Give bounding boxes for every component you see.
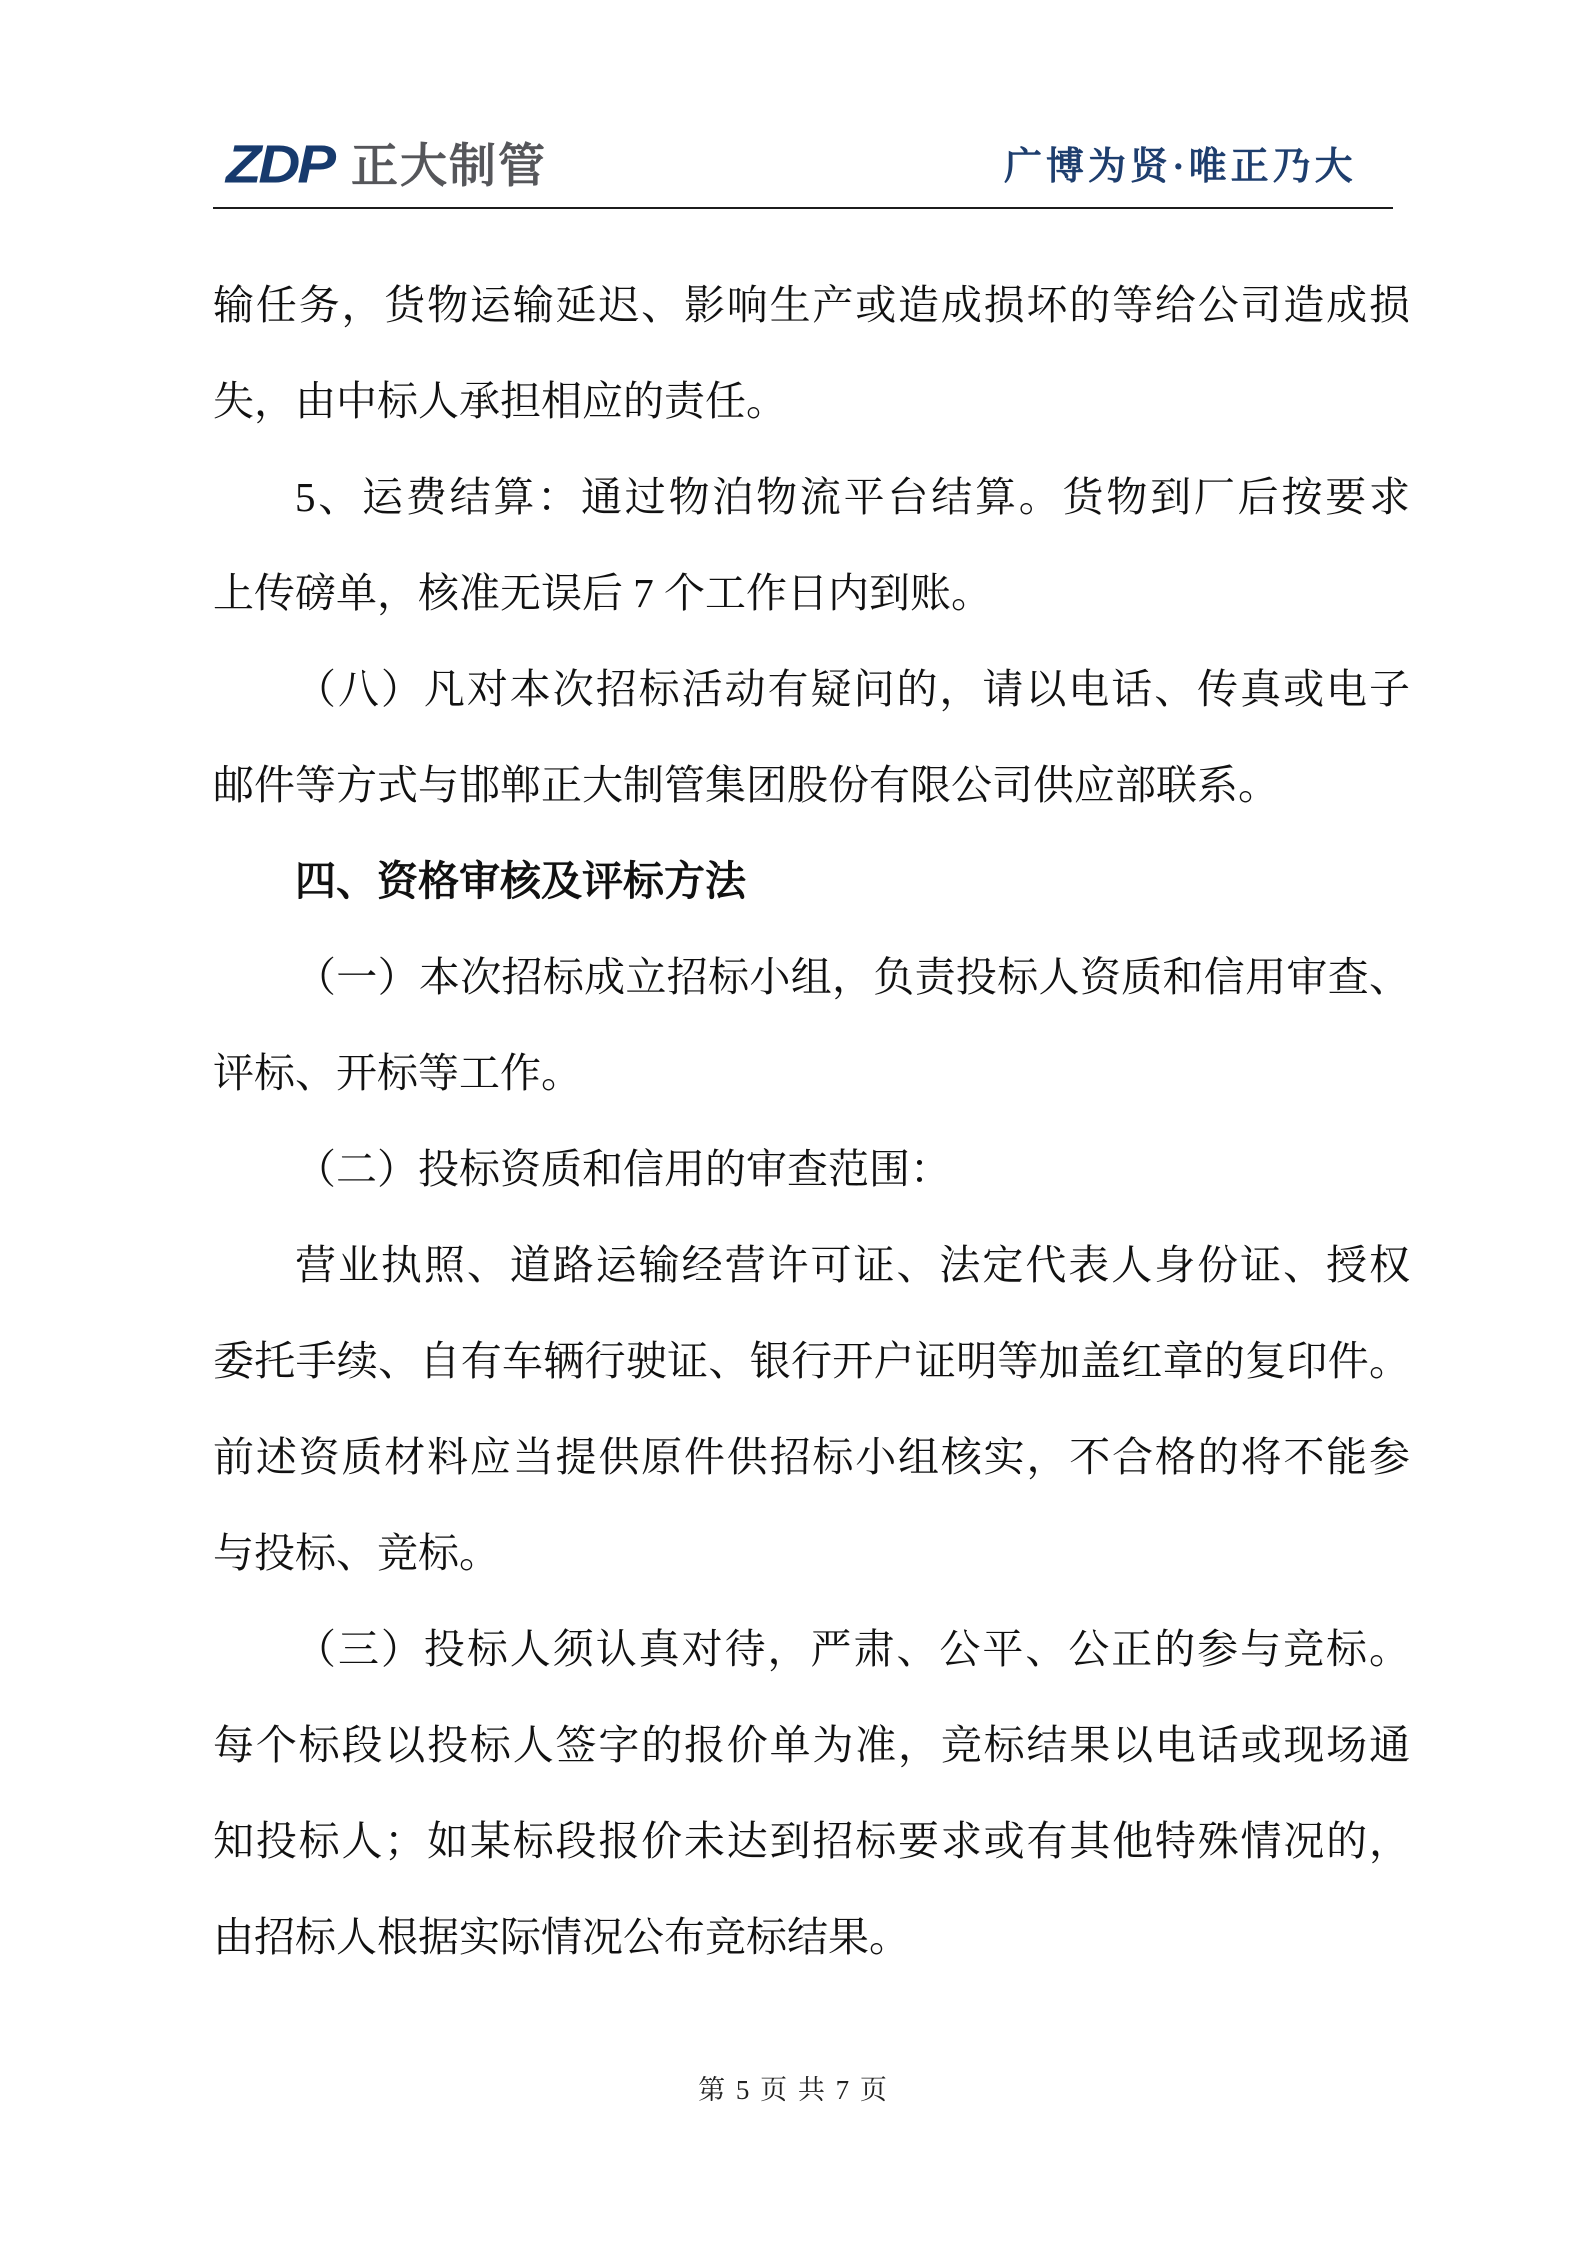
body-line: 委托手续、自有车辆行驶证、银行开户证明等加盖红章的复印件。 [213, 1338, 1410, 1384]
page-number-footer: 第 5 页 共 7 页 [698, 2075, 889, 2105]
header-divider [213, 207, 1393, 209]
body-line: 评标、开标等工作。 [213, 1050, 582, 1096]
body-line: 邮件等方式与邯郸正大制管集团股份有限公司供应部联系。 [213, 762, 1279, 808]
body-line: 5、运费结算：通过物泊物流平台结算。货物到厂后按要求 [295, 474, 1410, 520]
company-logo [226, 134, 547, 195]
body-line: 每个标段以投标人签字的报价单为准，竞标结果以电话或现场通 [213, 1722, 1410, 1768]
body-line: （八）凡对本次招标活动有疑问的，请以电话、传真或电子 [295, 666, 1410, 712]
logo-company-name: 正大制管 [351, 138, 547, 192]
body-line: 失，由中标人承担相应的责任。 [213, 378, 787, 424]
body-line: （一）本次招标成立招标小组，负责投标人资质和信用审查、 [295, 954, 1410, 1000]
body-line: （二）投标资质和信用的审查范围： [295, 1146, 951, 1192]
body-line: 知投标人；如某标段报价未达到招标要求或有其他特殊情况的， [213, 1818, 1410, 1864]
body-line: 与投标、竞标。 [213, 1530, 500, 1576]
body-line: 前述资质材料应当提供原件供招标小组核实，不合格的将不能参 [213, 1434, 1410, 1480]
body-line: 输任务，货物运输延迟、影响生产或造成损坏的等给公司造成损 [213, 282, 1410, 328]
logo-zdp-mark: ZDP [226, 134, 333, 195]
body-line: 上传磅单，核准无误后 7 个工作日内到账。 [213, 570, 992, 616]
body-line: （三）投标人须认真对待，严肃、公平、公正的参与竞标。 [295, 1626, 1410, 1672]
body-line: 由招标人根据实际情况公布竞标结果。 [213, 1914, 910, 1960]
body-line: 营业执照、道路运输经营许可证、法定代表人身份证、授权 [295, 1242, 1410, 1288]
document-body [213, 257, 1410, 1985]
company-slogan: 广博为贤·唯正乃大 [1004, 146, 1357, 188]
section-heading: 四、资格审核及评标方法 [295, 858, 746, 904]
